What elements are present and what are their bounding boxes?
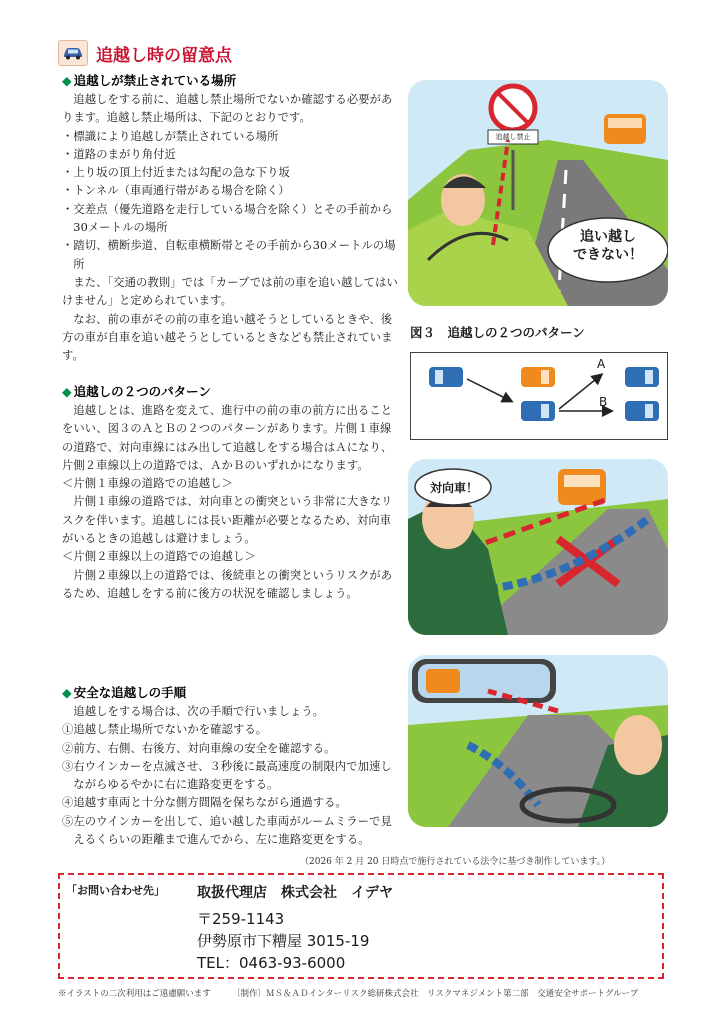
list-item: ・踏切、横断歩道、自転車横断帯とその手前から30メートルの場所 — [62, 239, 396, 271]
figure-passing-patterns — [410, 352, 668, 440]
list-item: ・トンネル（車両通行帯がある場合を除く） — [62, 184, 290, 198]
section-prohibited-body — [62, 91, 402, 365]
list-item: ・交差点（優先道路を走行している場合を除く）とその手前から30メートルの場所 — [62, 202, 393, 235]
street-address: 伊勢原市下糟屋 3015-19 — [197, 932, 370, 950]
law-date-footnote: （2026 年 2 月 20 日時点で施行されている法令に基づき制作しています。） — [300, 857, 611, 867]
list-item: ・道路のまがり角付近 — [62, 147, 176, 161]
section-heading-patterns: ◆ 追越しの２つのパターン — [62, 384, 211, 399]
pattern-label-a: A — [597, 357, 606, 371]
diamond-icon: ◆ — [62, 384, 72, 399]
page-title-row — [58, 38, 232, 68]
list-item: ①追越し禁止場所でないかを確認する。 — [62, 723, 268, 737]
section-patterns-body — [62, 402, 402, 603]
illustration-no-passing — [408, 80, 668, 306]
paragraph: 追越しをする場合は、次の手順で行いましょう。 — [73, 705, 325, 718]
illustration-mirror-check — [408, 655, 668, 827]
speech-bubble: 対向車！ — [429, 481, 478, 495]
section-heading-procedure: ◆ 安全な追越しの手順 — [62, 685, 187, 700]
agent-name: 取扱代理店 株式会社 イデヤ — [197, 885, 393, 901]
list-item: ②前方、右側、右後方、対向車線の安全を確認する。 — [62, 741, 336, 755]
paragraph: また、「交通の教則」では「カーブでは前の車を追い越してはいけません」と定められています。 — [62, 275, 398, 308]
page-title: 追越し時の留意点 — [96, 45, 232, 66]
subheading: ＜片側１車線の道路での追越し＞ — [62, 477, 233, 491]
list-item: ④追越す車両と十分な側方間隔を保ちながら通過する。 — [62, 796, 347, 810]
list-item: ・上り坂の頂上付近または勾配の急な下り坂 — [62, 166, 290, 180]
paragraph: 片側２車線以上の道路では、後続車との衝突というリスクがあるため、追越しをする前に後方の状況を確認しましょう。 — [62, 568, 393, 600]
paragraph: なお、前の車がその前の車を追い越そうとしているときや、後方の車が自車を追い越そうとしているときなども禁止されています。 — [62, 312, 393, 363]
sign-label: 追越し禁止 — [495, 133, 531, 141]
paragraph: 片側１車線の道路では、対向車との衝突という非常に大きなリスクを伴います。追越しには長い距離が必要となるため、対向車がいるときの追越しは避けましょう。 — [62, 495, 393, 546]
contact-label: 「お問い合わせ先」 — [66, 884, 165, 897]
illustration-oncoming-car — [408, 459, 668, 635]
section-heading-prohibited: ◆ 追越しが禁止されている場所 — [62, 73, 237, 88]
diamond-icon: ◆ — [62, 73, 72, 88]
list-item: ・標識により追越しが禁止されている場所 — [62, 129, 279, 143]
postal-code: 〒259-1143 — [197, 910, 285, 928]
paragraph: 追越しをする前に、追越し禁止場所でないか確認する必要があります。追越し禁止場所は、下記のとおりです。 — [62, 93, 393, 125]
producer-credit: 〔制作〕ＭＳ＆ＡＤインターリスク総研株式会社 リスクマネジメント第二部 交通安全サポートグループ — [232, 989, 639, 999]
car-icon — [58, 40, 88, 66]
pattern-label-b: B — [599, 395, 608, 409]
diamond-icon: ◆ — [62, 685, 72, 700]
subheading: ＜片側２車線以上の道路での追越し＞ — [62, 550, 256, 564]
speech-bubble: 追い越し できない！ — [573, 229, 643, 263]
phone-number: TEL：0463-93-6000 — [197, 954, 346, 972]
figure-caption: 図３ 追越しの２つのパターン — [410, 325, 585, 340]
list-item: ③右ウインカーを点滅させ、３秒後に最高速度の制限内で加速しながらゆるやかに右に進路変更をする。 — [62, 759, 392, 792]
list-item: ⑤左のウインカーを出して、追い越した車両がルームミラーで見えるくらいの距離まで進んでから、左に進路変更をする。 — [62, 814, 392, 847]
section-procedure-body — [62, 703, 402, 849]
illustration-notice: ※イラストの二次利用はご遠慮願います — [58, 989, 211, 999]
paragraph: 追越しとは、進路を変えて、進行中の前の車の前方に出ることをいい、図３のＡとＢの２つのパターンがあります。片側１車線の道路で、対向車線にはみ出して追越しをする場合はＡになり、片側２車線以上の道路では、ＡかＢのいずれかになります。 — [62, 404, 393, 472]
